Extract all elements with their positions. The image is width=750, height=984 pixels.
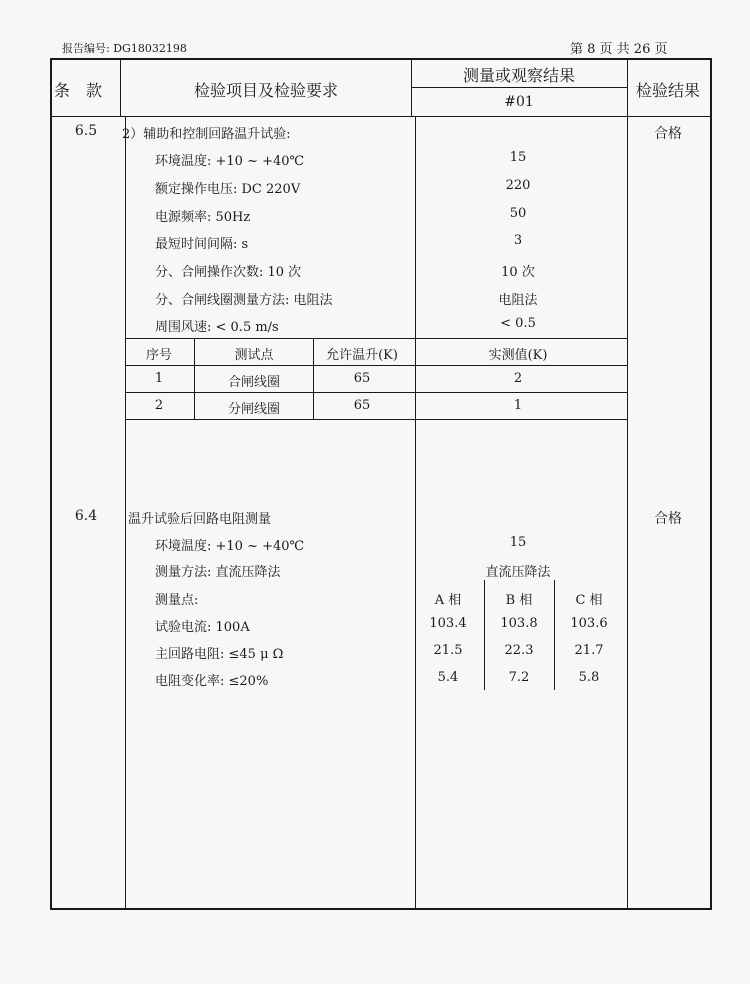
condition-value: 50 [509, 206, 527, 221]
sub-table-header: 测试点 [234, 348, 274, 363]
phase-value: 103.6 [570, 616, 608, 631]
phase-header: A 相 [434, 593, 462, 608]
row-label: 主回路电阻: ≤45 μ Ω [155, 647, 284, 662]
method-value: 直流压降法 [485, 565, 551, 580]
condition-value: < 0.5 [500, 316, 536, 331]
phase-value: 5.4 [437, 670, 459, 685]
table-cell: 2 [154, 398, 164, 413]
section-6-4-result: 合格 [654, 511, 682, 527]
sub-table-header: 允许温升(K) [326, 348, 398, 363]
report-number-value: DG18032198 [113, 42, 187, 55]
condition-value: 电阻法 [498, 293, 538, 308]
row-label: 试验电流: 100A [155, 620, 250, 635]
condition-label: 电源频率: 50Hz [155, 210, 251, 225]
condition-value: 3 [513, 233, 523, 248]
page-number: 第 8 页 共 26 页 [570, 42, 668, 57]
sub-table-header: 实测值(K) [488, 348, 548, 363]
header-sample: #01 [504, 94, 534, 110]
section-6-5-result: 合格 [654, 126, 682, 142]
header-clause: 条 款 [54, 81, 103, 100]
table-cell: 分闸线圈 [227, 402, 281, 417]
section-6-5-title: 2）辅助和控制回路温升试验: [122, 127, 291, 142]
condition-value: 220 [505, 178, 531, 193]
report-number [62, 40, 187, 56]
table-cell: 2 [513, 371, 523, 386]
condition-label: 周围风速: < 0.5 m/s [155, 320, 279, 335]
header-measured: 测量或观察结果 [462, 66, 576, 85]
clause-6-4: 6.4 [74, 508, 98, 524]
table-cell: 1 [513, 398, 523, 413]
sub-table-header: 序号 [145, 348, 173, 363]
ambient-label: 环境温度: +10 ~ +40℃ [155, 539, 305, 554]
phase-divider [484, 580, 485, 690]
condition-label: 额定操作电压: DC 220V [155, 182, 301, 197]
phase-value: 21.5 [433, 643, 463, 658]
condition-value: 10 次 [501, 265, 535, 280]
header-result: 检验结果 [635, 81, 701, 100]
ambient-value: 15 [509, 535, 527, 550]
phase-value: 103.8 [500, 616, 538, 631]
phase-value: 103.4 [429, 616, 467, 631]
clause-6-5: 6.5 [74, 123, 98, 139]
condition-label: 环境温度: +10 ~ +40℃ [155, 154, 305, 169]
phase-value: 22.3 [504, 643, 534, 658]
header-items: 检验项目及检验要求 [193, 81, 339, 100]
phase-value: 5.8 [578, 670, 600, 685]
report-number-label: 报告编号: [62, 42, 110, 55]
condition-label: 最短时间间隔: s [155, 237, 249, 252]
condition-label: 分、合闸操作次数: 10 次 [155, 265, 302, 280]
table-cell: 合闸线圈 [227, 375, 281, 390]
section-6-4-title: 温升试验后回路电阻测量 [128, 512, 272, 527]
condition-label: 分、合闸线圈测量方法: 电阻法 [155, 293, 333, 308]
table-cell: 65 [353, 398, 371, 413]
phase-value: 7.2 [508, 670, 530, 685]
phase-divider [554, 580, 555, 690]
table-cell: 1 [154, 371, 164, 386]
points-label: 测量点: [155, 593, 199, 608]
phase-header: C 相 [575, 593, 603, 608]
row-label: 电阻变化率: ≤20% [155, 674, 269, 689]
method-label: 测量方法: 直流压降法 [155, 565, 281, 580]
phase-value: 21.7 [574, 643, 604, 658]
table-cell: 65 [353, 371, 371, 386]
phase-header: B 相 [505, 593, 533, 608]
condition-value: 15 [509, 150, 527, 165]
